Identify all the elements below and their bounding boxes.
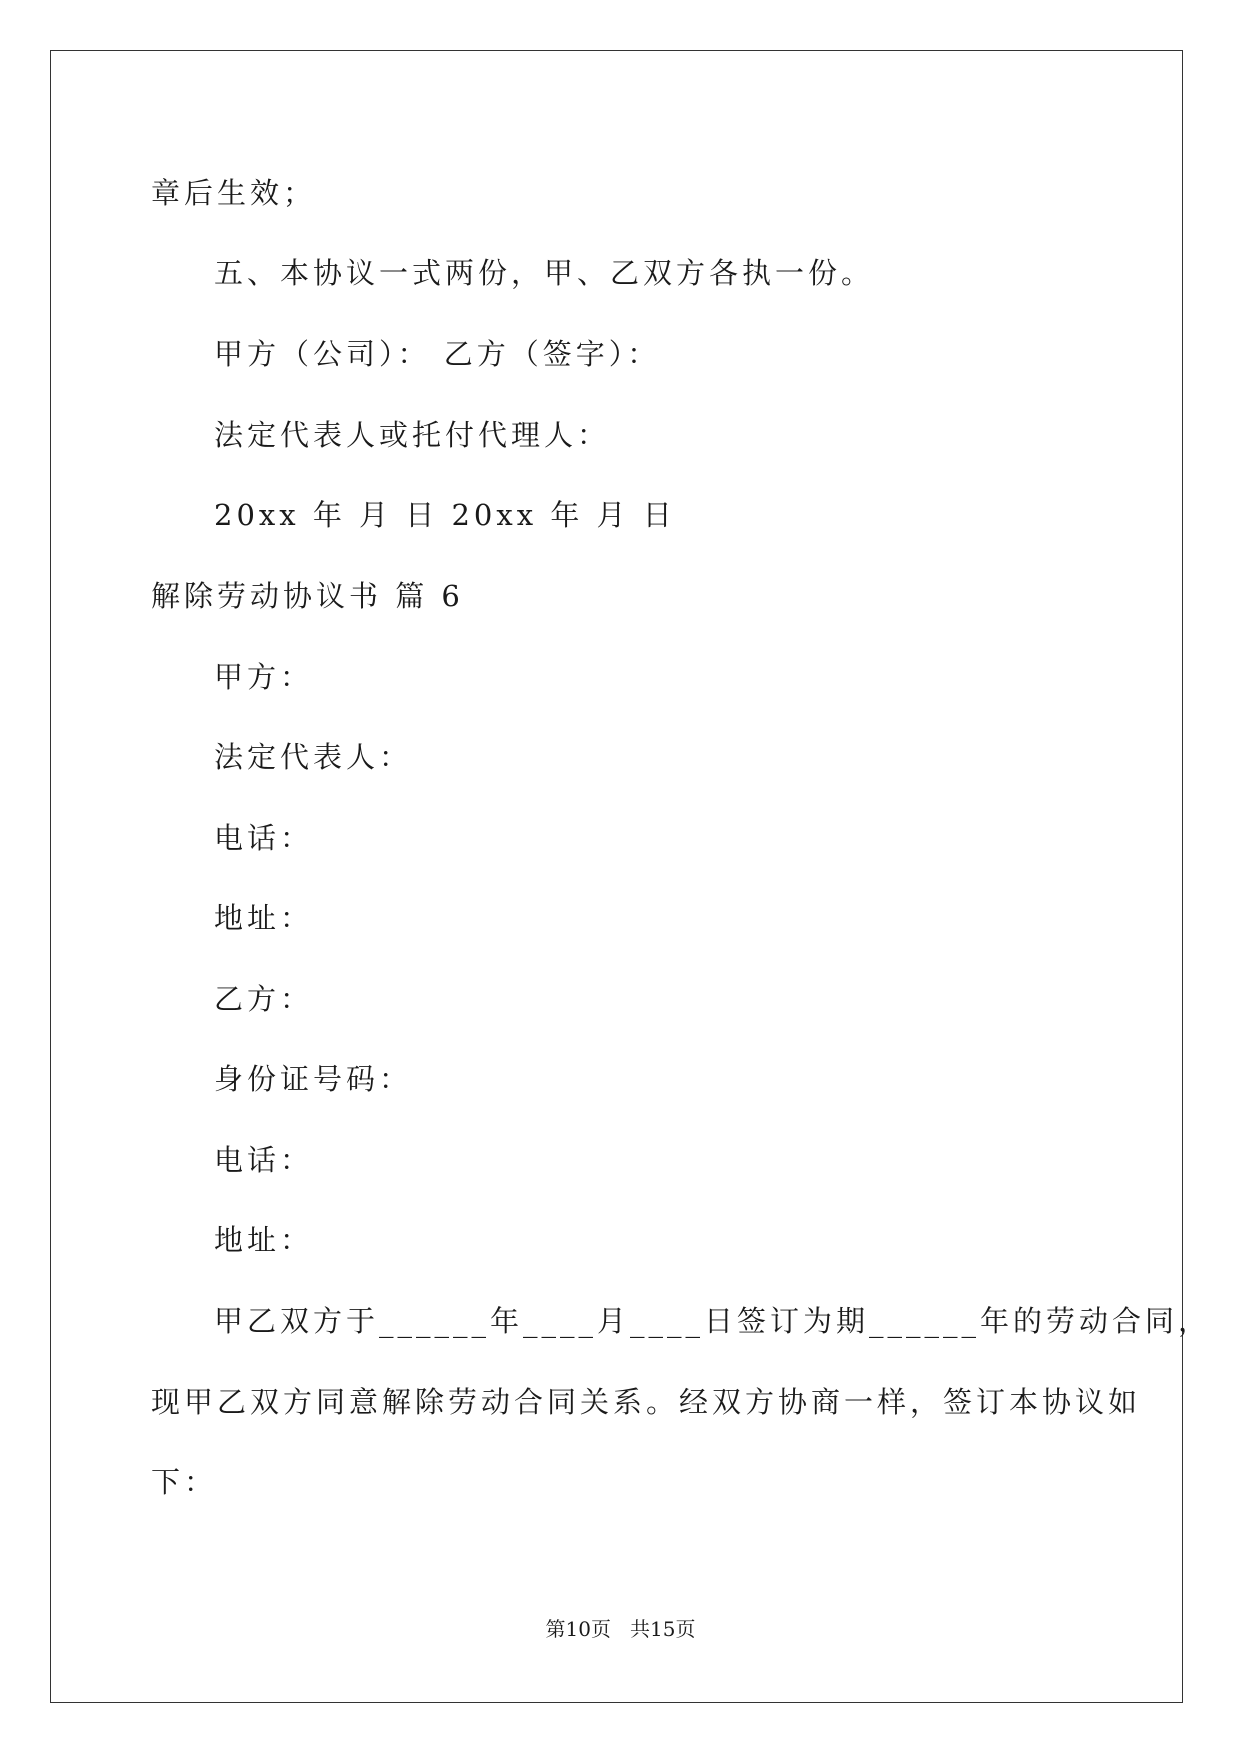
party-a-phone: 电话：: [214, 821, 314, 855]
section-heading: 解除劳动协议书 篇 6: [151, 579, 464, 613]
party-b-address: 地址：: [214, 1223, 314, 1257]
party-b-id-number: 身份证号码：: [214, 1062, 413, 1096]
party-b-phone: 电话：: [214, 1143, 314, 1177]
agreement-paragraph-line-2: 现甲乙双方同意解除劳动合同关系。经双方协商一样，签订本协议如: [151, 1385, 1142, 1419]
party-a-address: 地址：: [214, 901, 314, 935]
legal-representative-line: 法定代表人或托付代理人：: [214, 418, 611, 452]
party-a-label: 甲方：: [214, 660, 314, 694]
text-line-continuation: 章后生效；: [151, 176, 317, 210]
signature-dates: 20xx 年 月 日 20xx 年 月 日: [214, 498, 676, 532]
agreement-paragraph-line-1: 甲乙双方于______年____月____日签订为期______年的劳动合同，: [214, 1304, 1212, 1338]
clause-five: 五、本协议一式两份，甲、乙双方各执一份。: [214, 256, 875, 290]
party-b-label: 乙方：: [214, 982, 314, 1016]
signature-parties: 甲方（公司）： 乙方（签字）：: [214, 337, 661, 371]
agreement-paragraph-line-3: 下：: [151, 1465, 218, 1499]
page-border: [50, 50, 1183, 1703]
page-number-footer: 第10页 共15页: [545, 1617, 696, 1641]
party-a-representative: 法定代表人：: [214, 740, 413, 774]
